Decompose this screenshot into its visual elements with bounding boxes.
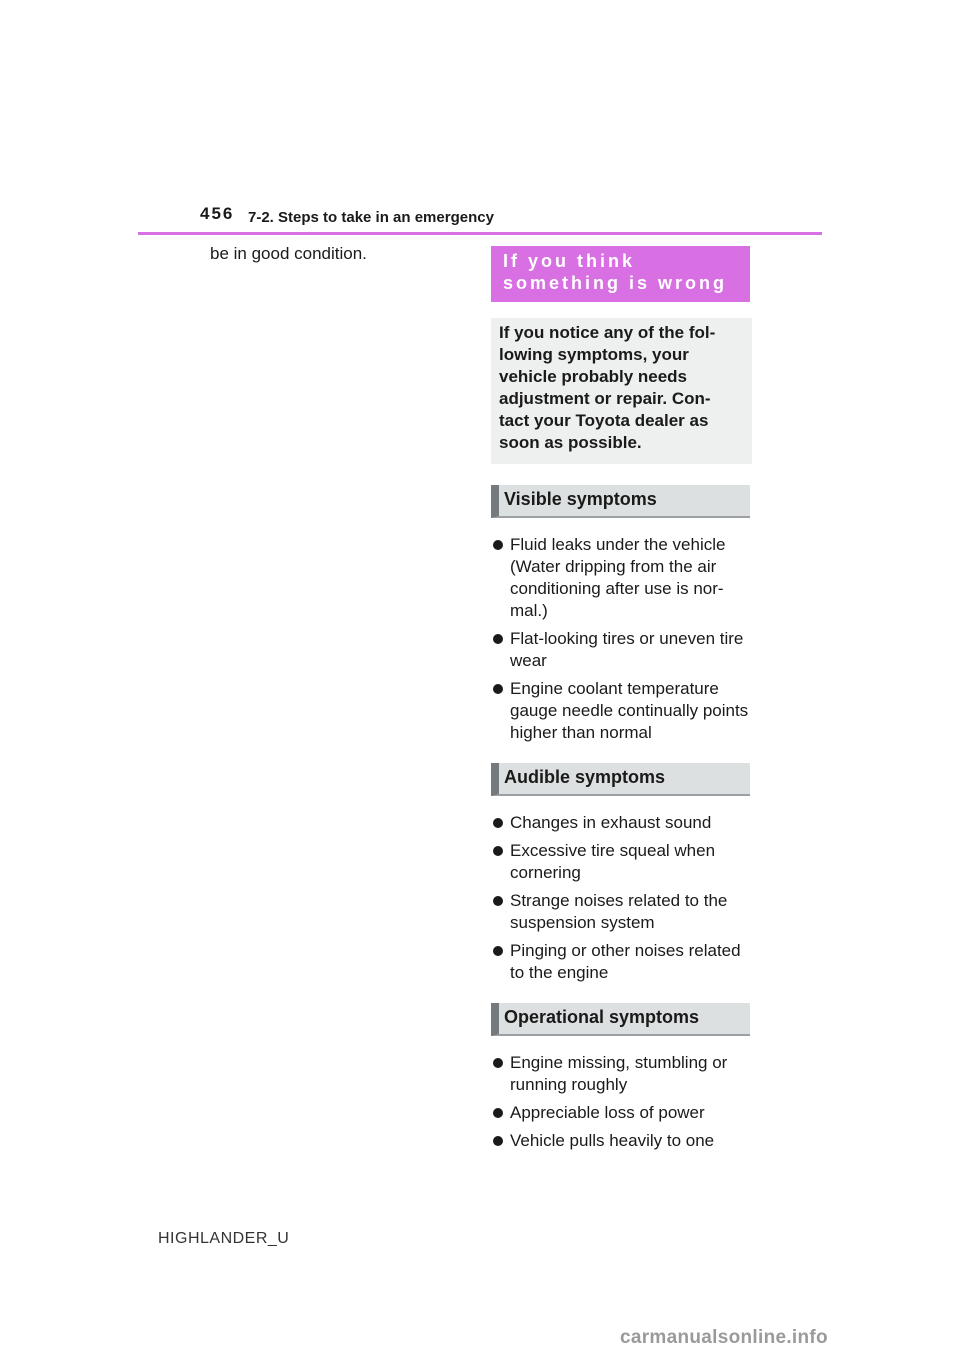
audible-symptoms-list (491, 812, 751, 984)
visible-symptoms-heading: Visible symptoms (491, 485, 750, 518)
right-column (491, 246, 751, 1158)
header-divider (138, 232, 822, 235)
continued-text: be in good condition. (210, 244, 367, 263)
operational-symptoms-section (491, 1003, 751, 1152)
list-item: Pinging or other noises related to the engine (491, 940, 752, 984)
operational-symptoms-list (491, 1052, 751, 1152)
list-item: Flat-looking tires or uneven tire wear (491, 628, 752, 672)
watermark: carmanualsonline.info (620, 1327, 828, 1348)
audible-symptoms-heading: Audible symptoms (491, 763, 750, 796)
list-item: Engine coolant temperature gauge needle continually points higher than normal (491, 678, 752, 744)
list-item: Changes in exhaust sound (491, 812, 752, 834)
list-item: Fluid leaks under the vehicle (Water dripping from the air conditioning after use is nor-mal.) (491, 534, 752, 622)
visible-symptoms-section (491, 485, 751, 744)
footer-model-code: HIGHLANDER_U (158, 1230, 290, 1247)
audible-symptoms-section (491, 763, 751, 984)
list-item: Excessive tire squeal when cornering (491, 840, 752, 884)
intro-box: If you notice any of the fol-lowing symptoms, your vehicle probably needs adjustment or repair. Con-tact your Toyota dealer as soon as possible. (491, 318, 752, 464)
list-item: Engine missing, stumbling or running roughly (491, 1052, 752, 1096)
list-item: Vehicle pulls heavily to one (491, 1130, 752, 1152)
visible-symptoms-list (491, 534, 751, 744)
main-heading: If you think something is wrong (491, 246, 750, 302)
page-number: 456 (200, 204, 235, 223)
list-item: Strange noises related to the suspension system (491, 890, 752, 934)
operational-symptoms-heading: Operational symptoms (491, 1003, 750, 1036)
list-item: Appreciable loss of power (491, 1102, 752, 1124)
section-title: 7-2. Steps to take in an emergency (248, 209, 494, 226)
